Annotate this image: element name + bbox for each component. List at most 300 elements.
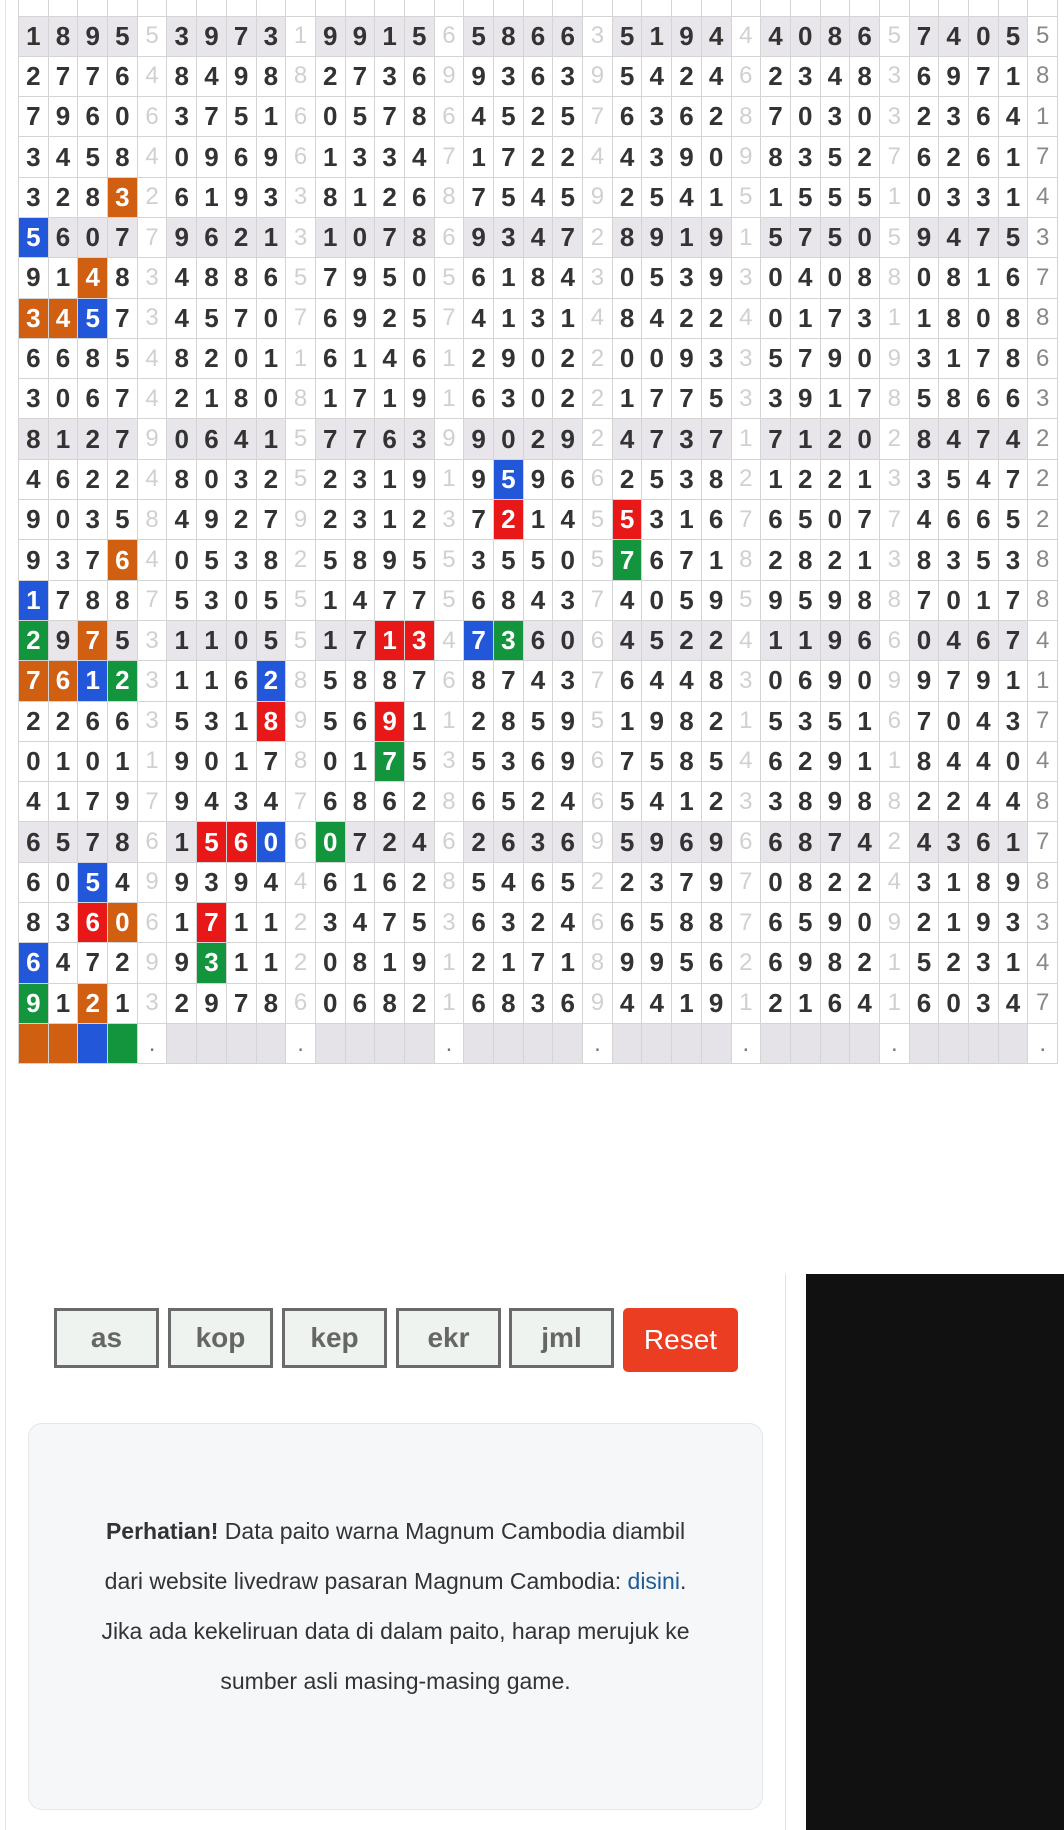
paito-digit-cell[interactable]: 2 bbox=[404, 862, 434, 902]
paito-digit-cell[interactable]: 6 bbox=[642, 540, 672, 580]
paito-digit-cell[interactable]: 6 bbox=[345, 701, 375, 741]
paito-digit-cell[interactable]: 1 bbox=[672, 217, 702, 257]
paito-blank-cell[interactable] bbox=[998, 1023, 1028, 1063]
paito-digit-cell[interactable]: 5 bbox=[315, 540, 345, 580]
paito-digit-cell[interactable]: 4 bbox=[672, 661, 702, 701]
paito-digit-cell[interactable]: 2 bbox=[850, 137, 880, 177]
paito-digit-cell[interactable]: 0 bbox=[256, 379, 286, 419]
paito-digit-cell[interactable]: 1 bbox=[345, 862, 375, 902]
paito-digit-cell[interactable]: 7 bbox=[998, 459, 1028, 499]
paito-digit-cell[interactable]: 4 bbox=[48, 137, 78, 177]
paito-digit-cell[interactable]: 4 bbox=[612, 983, 642, 1023]
paito-digit-cell[interactable]: 8 bbox=[494, 16, 524, 56]
paito-digit-cell[interactable]: 4 bbox=[998, 983, 1028, 1023]
paito-digit-cell[interactable]: 5 bbox=[494, 540, 524, 580]
paito-digit-cell[interactable]: 2 bbox=[78, 419, 108, 459]
paito-digit-cell[interactable]: 3 bbox=[48, 903, 78, 943]
paito-digit-cell[interactable]: 7 bbox=[612, 540, 642, 580]
paito-digit-cell[interactable]: 0 bbox=[969, 298, 999, 338]
paito-digit-cell[interactable]: 1 bbox=[226, 903, 256, 943]
paito-digit-cell[interactable]: 9 bbox=[108, 782, 138, 822]
paito-digit-cell[interactable]: 7 bbox=[494, 661, 524, 701]
paito-digit-cell[interactable]: 1 bbox=[48, 258, 78, 298]
paito-digit-cell[interactable]: 7 bbox=[761, 419, 791, 459]
paito-digit-cell[interactable]: 3 bbox=[642, 862, 672, 902]
paito-digit-cell[interactable]: 3 bbox=[226, 459, 256, 499]
paito-digit-cell[interactable]: 3 bbox=[939, 97, 969, 137]
paito-digit-cell[interactable]: 8 bbox=[612, 217, 642, 257]
paito-digit-cell[interactable]: 5 bbox=[315, 661, 345, 701]
paito-digit-cell[interactable]: 2 bbox=[78, 459, 108, 499]
paito-blank-cell[interactable] bbox=[761, 0, 791, 16]
paito-digit-cell[interactable]: 7 bbox=[998, 580, 1028, 620]
paito-digit-cell[interactable]: 1 bbox=[761, 177, 791, 217]
paito-digit-cell[interactable]: 0 bbox=[256, 298, 286, 338]
paito-blank-cell[interactable] bbox=[315, 1023, 345, 1063]
paito-blank-cell[interactable] bbox=[494, 0, 524, 16]
paito-digit-cell[interactable]: 3 bbox=[197, 862, 227, 902]
paito-digit-cell[interactable]: 2 bbox=[523, 419, 553, 459]
paito-digit-cell[interactable]: 2 bbox=[850, 943, 880, 983]
paito-digit-cell[interactable]: 7 bbox=[969, 217, 999, 257]
paito-digit-cell[interactable]: 5 bbox=[761, 217, 791, 257]
paito-digit-cell[interactable]: 1 bbox=[375, 459, 405, 499]
paito-digit-cell[interactable]: 4 bbox=[523, 661, 553, 701]
paito-digit-cell[interactable]: 9 bbox=[701, 217, 731, 257]
paito-digit-cell[interactable]: 0 bbox=[256, 822, 286, 862]
paito-digit-cell[interactable]: 8 bbox=[345, 782, 375, 822]
paito-digit-cell[interactable]: 0 bbox=[48, 862, 78, 902]
paito-digit-cell[interactable]: 4 bbox=[167, 500, 197, 540]
paito-digit-cell[interactable]: 5 bbox=[523, 701, 553, 741]
paito-digit-cell[interactable]: 2 bbox=[404, 500, 434, 540]
paito-digit-cell[interactable]: 7 bbox=[256, 741, 286, 781]
paito-digit-cell[interactable]: 8 bbox=[850, 56, 880, 96]
paito-digit-cell[interactable]: 2 bbox=[672, 298, 702, 338]
paito-digit-cell[interactable]: 5 bbox=[672, 943, 702, 983]
paito-blank-cell[interactable] bbox=[494, 1023, 524, 1063]
paito-digit-cell[interactable]: 5 bbox=[612, 782, 642, 822]
paito-digit-cell[interactable]: 7 bbox=[612, 741, 642, 781]
paito-digit-cell[interactable]: 0 bbox=[553, 540, 583, 580]
paito-digit-cell[interactable]: 6 bbox=[404, 338, 434, 378]
paito-digit-cell[interactable]: 4 bbox=[48, 943, 78, 983]
paito-digit-cell[interactable]: 3 bbox=[167, 16, 197, 56]
paito-digit-cell[interactable]: 5 bbox=[820, 217, 850, 257]
paito-digit-cell[interactable]: 3 bbox=[909, 459, 939, 499]
paito-digit-cell[interactable]: 4 bbox=[850, 983, 880, 1023]
paito-digit-cell[interactable]: 1 bbox=[523, 500, 553, 540]
paito-blank-cell[interactable] bbox=[78, 0, 108, 16]
paito-digit-cell[interactable]: 8 bbox=[701, 903, 731, 943]
paito-digit-cell[interactable]: 2 bbox=[464, 822, 494, 862]
paito-digit-cell[interactable]: 7 bbox=[909, 701, 939, 741]
paito-blank-cell[interactable] bbox=[969, 1023, 999, 1063]
paito-digit-cell[interactable]: 3 bbox=[375, 137, 405, 177]
paito-digit-cell[interactable]: 1 bbox=[998, 822, 1028, 862]
paito-digit-cell[interactable]: 1 bbox=[48, 782, 78, 822]
paito-digit-cell[interactable]: 3 bbox=[494, 903, 524, 943]
paito-digit-cell[interactable]: 9 bbox=[404, 943, 434, 983]
paito-digit-cell[interactable]: 6 bbox=[48, 217, 78, 257]
paito-digit-cell[interactable]: 5 bbox=[612, 500, 642, 540]
paito-digit-cell[interactable]: 1 bbox=[19, 16, 49, 56]
paito-digit-cell[interactable]: 8 bbox=[167, 56, 197, 96]
paito-digit-cell[interactable]: 5 bbox=[494, 782, 524, 822]
paito-digit-cell[interactable]: 4 bbox=[345, 580, 375, 620]
paito-digit-cell[interactable]: 9 bbox=[820, 580, 850, 620]
paito-digit-cell[interactable]: 2 bbox=[167, 983, 197, 1023]
paito-digit-cell[interactable]: 8 bbox=[108, 137, 138, 177]
paito-digit-cell[interactable]: 2 bbox=[78, 983, 108, 1023]
paito-digit-cell[interactable]: 1 bbox=[256, 903, 286, 943]
paito-digit-cell[interactable]: 4 bbox=[701, 16, 731, 56]
paito-digit-cell[interactable]: 6 bbox=[108, 701, 138, 741]
paito-digit-cell[interactable]: 0 bbox=[939, 580, 969, 620]
paito-digit-cell[interactable]: 1 bbox=[375, 16, 405, 56]
paito-digit-cell[interactable]: 8 bbox=[612, 298, 642, 338]
paito-digit-cell[interactable]: 2 bbox=[108, 943, 138, 983]
paito-digit-cell[interactable]: 3 bbox=[523, 822, 553, 862]
paito-digit-cell[interactable]: 0 bbox=[167, 137, 197, 177]
paito-blank-cell[interactable] bbox=[850, 1023, 880, 1063]
paito-digit-cell[interactable]: 2 bbox=[404, 782, 434, 822]
paito-digit-cell[interactable]: 3 bbox=[19, 137, 49, 177]
paito-digit-cell[interactable]: 1 bbox=[256, 419, 286, 459]
paito-blank-cell[interactable] bbox=[197, 0, 227, 16]
paito-digit-cell[interactable]: 4 bbox=[642, 56, 672, 96]
paito-digit-cell[interactable]: 0 bbox=[167, 419, 197, 459]
paito-digit-cell[interactable]: 5 bbox=[553, 177, 583, 217]
paito-digit-cell[interactable]: 4 bbox=[19, 459, 49, 499]
paito-digit-cell[interactable]: 4 bbox=[48, 298, 78, 338]
paito-blank-cell[interactable] bbox=[464, 0, 494, 16]
paito-digit-cell[interactable]: 1 bbox=[48, 983, 78, 1023]
paito-digit-cell[interactable]: 0 bbox=[820, 500, 850, 540]
paito-digit-cell[interactable]: 4 bbox=[909, 822, 939, 862]
paito-blank-cell[interactable] bbox=[701, 1023, 731, 1063]
paito-digit-cell[interactable]: 0 bbox=[850, 903, 880, 943]
paito-digit-cell[interactable]: 6 bbox=[672, 97, 702, 137]
paito-digit-cell[interactable]: 9 bbox=[761, 580, 791, 620]
paito-digit-cell[interactable]: 4 bbox=[642, 298, 672, 338]
paito-digit-cell[interactable]: 4 bbox=[78, 258, 108, 298]
paito-digit-cell[interactable]: 4 bbox=[612, 137, 642, 177]
paito-digit-cell[interactable]: 3 bbox=[226, 540, 256, 580]
paito-digit-cell[interactable]: 6 bbox=[523, 862, 553, 902]
paito-digit-cell[interactable]: 6 bbox=[701, 500, 731, 540]
paito-digit-cell[interactable]: 6 bbox=[464, 983, 494, 1023]
paito-digit-cell[interactable]: 7 bbox=[464, 177, 494, 217]
paito-blank-cell[interactable] bbox=[850, 0, 880, 16]
paito-digit-cell[interactable]: 1 bbox=[998, 56, 1028, 96]
paito-digit-cell[interactable]: 2 bbox=[19, 56, 49, 96]
paito-digit-cell[interactable]: 5 bbox=[19, 217, 49, 257]
paito-digit-cell[interactable]: 2 bbox=[701, 97, 731, 137]
paito-digit-cell[interactable]: 3 bbox=[790, 137, 820, 177]
paito-digit-cell[interactable]: 2 bbox=[375, 177, 405, 217]
paito-digit-cell[interactable]: 8 bbox=[256, 983, 286, 1023]
paito-blank-cell[interactable] bbox=[523, 1023, 553, 1063]
paito-digit-cell[interactable]: 8 bbox=[939, 298, 969, 338]
paito-digit-cell[interactable]: 1 bbox=[850, 459, 880, 499]
paito-digit-cell[interactable]: 4 bbox=[464, 97, 494, 137]
paito-digit-cell[interactable]: 7 bbox=[790, 217, 820, 257]
paito-digit-cell[interactable]: 4 bbox=[553, 258, 583, 298]
paito-digit-cell[interactable]: 5 bbox=[553, 862, 583, 902]
paito-blank-cell[interactable] bbox=[226, 1023, 256, 1063]
paito-digit-cell[interactable]: 8 bbox=[19, 419, 49, 459]
paito-digit-cell[interactable]: 8 bbox=[494, 701, 524, 741]
paito-blank-cell[interactable] bbox=[672, 0, 702, 16]
paito-digit-cell[interactable]: 7 bbox=[998, 620, 1028, 660]
paito-digit-cell[interactable]: 9 bbox=[464, 419, 494, 459]
paito-digit-cell[interactable]: 9 bbox=[78, 16, 108, 56]
paito-digit-cell[interactable]: 5 bbox=[404, 903, 434, 943]
paito-digit-cell[interactable]: 4 bbox=[494, 862, 524, 902]
paito-digit-cell[interactable]: 5 bbox=[642, 177, 672, 217]
paito-digit-cell[interactable]: 7 bbox=[909, 16, 939, 56]
paito-digit-cell[interactable]: 5 bbox=[909, 379, 939, 419]
paito-digit-cell[interactable]: 1 bbox=[790, 620, 820, 660]
paito-digit-cell[interactable]: 6 bbox=[464, 782, 494, 822]
paito-digit-cell[interactable]: 1 bbox=[315, 379, 345, 419]
paito-digit-cell[interactable]: 2 bbox=[226, 217, 256, 257]
paito-digit-cell[interactable]: 7 bbox=[672, 540, 702, 580]
paito-digit-cell[interactable]: 7 bbox=[48, 56, 78, 96]
paito-digit-cell[interactable]: 0 bbox=[523, 379, 553, 419]
paito-blank-cell[interactable] bbox=[969, 0, 999, 16]
paito-digit-cell[interactable]: 5 bbox=[672, 580, 702, 620]
paito-digit-cell[interactable]: 2 bbox=[909, 903, 939, 943]
paito-digit-cell[interactable]: 8 bbox=[909, 419, 939, 459]
paito-digit-cell[interactable]: 3 bbox=[197, 701, 227, 741]
paito-digit-cell[interactable]: 1 bbox=[375, 943, 405, 983]
paito-digit-cell[interactable]: 9 bbox=[553, 701, 583, 741]
paito-digit-cell[interactable]: 6 bbox=[761, 741, 791, 781]
paito-digit-cell[interactable]: 9 bbox=[553, 741, 583, 781]
paito-digit-cell[interactable]: 6 bbox=[167, 177, 197, 217]
paito-digit-cell[interactable]: 9 bbox=[909, 661, 939, 701]
paito-digit-cell[interactable]: 4 bbox=[197, 56, 227, 96]
paito-digit-cell[interactable]: 5 bbox=[375, 258, 405, 298]
paito-digit-cell[interactable]: 0 bbox=[226, 580, 256, 620]
paito-digit-cell[interactable]: 6 bbox=[612, 661, 642, 701]
paito-digit-cell[interactable]: 1 bbox=[790, 298, 820, 338]
paito-digit-cell[interactable]: 4 bbox=[820, 56, 850, 96]
paito-digit-cell[interactable]: 6 bbox=[761, 903, 791, 943]
paito-digit-cell[interactable]: 9 bbox=[48, 620, 78, 660]
paito-digit-cell[interactable]: 2 bbox=[404, 983, 434, 1023]
paito-digit-cell[interactable]: 9 bbox=[701, 822, 731, 862]
paito-digit-cell[interactable]: 0 bbox=[226, 338, 256, 378]
paito-digit-cell[interactable]: 7 bbox=[969, 338, 999, 378]
paito-digit-cell[interactable]: 9 bbox=[375, 701, 405, 741]
paito-digit-cell[interactable]: 5 bbox=[642, 258, 672, 298]
paito-digit-cell[interactable]: 6 bbox=[790, 661, 820, 701]
paito-digit-cell[interactable]: 2 bbox=[820, 459, 850, 499]
paito-digit-cell[interactable]: 9 bbox=[226, 177, 256, 217]
paito-digit-cell[interactable]: 1 bbox=[256, 943, 286, 983]
paito-digit-cell[interactable]: 2 bbox=[701, 782, 731, 822]
paito-digit-cell[interactable]: 5 bbox=[642, 741, 672, 781]
paito-digit-cell[interactable]: 4 bbox=[19, 782, 49, 822]
paito-digit-cell[interactable]: 7 bbox=[197, 97, 227, 137]
paito-digit-cell[interactable]: 3 bbox=[998, 701, 1028, 741]
paito-digit-cell[interactable]: 7 bbox=[19, 661, 49, 701]
paito-digit-cell[interactable]: 0 bbox=[850, 338, 880, 378]
paito-digit-cell[interactable]: 7 bbox=[78, 56, 108, 96]
paito-digit-cell[interactable]: 6 bbox=[19, 943, 49, 983]
paito-digit-cell[interactable]: 7 bbox=[315, 419, 345, 459]
paito-digit-cell[interactable]: 5 bbox=[197, 822, 227, 862]
paito-digit-cell[interactable]: 8 bbox=[850, 580, 880, 620]
paito-digit-cell[interactable]: 1 bbox=[108, 983, 138, 1023]
paito-digit-cell[interactable]: 7 bbox=[672, 862, 702, 902]
paito-blank-cell[interactable] bbox=[78, 1023, 108, 1063]
paito-digit-cell[interactable]: 2 bbox=[939, 943, 969, 983]
paito-digit-cell[interactable]: 6 bbox=[969, 822, 999, 862]
paito-digit-cell[interactable]: 9 bbox=[197, 16, 227, 56]
paito-digit-cell[interactable]: 8 bbox=[197, 258, 227, 298]
paito-digit-cell[interactable]: 0 bbox=[612, 338, 642, 378]
paito-digit-cell[interactable]: 2 bbox=[612, 177, 642, 217]
paito-digit-cell[interactable]: 0 bbox=[761, 298, 791, 338]
paito-digit-cell[interactable]: 9 bbox=[345, 298, 375, 338]
paito-blank-cell[interactable] bbox=[404, 1023, 434, 1063]
paito-digit-cell[interactable]: 3 bbox=[19, 298, 49, 338]
paito-blank-cell[interactable] bbox=[167, 0, 197, 16]
paito-digit-cell[interactable]: 6 bbox=[256, 258, 286, 298]
paito-blank-cell[interactable] bbox=[375, 1023, 405, 1063]
paito-digit-cell[interactable]: 5 bbox=[701, 379, 731, 419]
paito-digit-cell[interactable]: 8 bbox=[345, 540, 375, 580]
paito-digit-cell[interactable]: 6 bbox=[404, 56, 434, 96]
paito-digit-cell[interactable]: 8 bbox=[820, 16, 850, 56]
paito-digit-cell[interactable]: 7 bbox=[939, 661, 969, 701]
paito-digit-cell[interactable]: 6 bbox=[969, 97, 999, 137]
paito-digit-cell[interactable]: 1 bbox=[939, 338, 969, 378]
paito-digit-cell[interactable]: 8 bbox=[226, 258, 256, 298]
paito-digit-cell[interactable]: 2 bbox=[761, 983, 791, 1023]
paito-digit-cell[interactable]: 4 bbox=[612, 580, 642, 620]
paito-digit-cell[interactable]: 9 bbox=[494, 338, 524, 378]
paito-digit-cell[interactable]: 2 bbox=[850, 862, 880, 902]
paito-digit-cell[interactable]: 0 bbox=[642, 338, 672, 378]
paito-digit-cell[interactable]: 3 bbox=[167, 97, 197, 137]
paito-digit-cell[interactable]: 4 bbox=[167, 258, 197, 298]
paito-digit-cell[interactable]: 9 bbox=[642, 943, 672, 983]
paito-digit-cell[interactable]: 2 bbox=[701, 620, 731, 660]
paito-digit-cell[interactable]: 1 bbox=[48, 741, 78, 781]
paito-digit-cell[interactable]: 4 bbox=[404, 137, 434, 177]
paito-digit-cell[interactable]: 2 bbox=[464, 701, 494, 741]
paito-digit-cell[interactable]: 5 bbox=[701, 741, 731, 781]
paito-digit-cell[interactable]: 7 bbox=[375, 97, 405, 137]
paito-digit-cell[interactable]: 1 bbox=[108, 741, 138, 781]
paito-digit-cell[interactable]: 9 bbox=[226, 862, 256, 902]
paito-digit-cell[interactable]: 3 bbox=[969, 983, 999, 1023]
paito-digit-cell[interactable]: 1 bbox=[345, 741, 375, 781]
paito-blank-cell[interactable] bbox=[108, 1023, 138, 1063]
paito-digit-cell[interactable]: 1 bbox=[612, 379, 642, 419]
paito-digit-cell[interactable]: 5 bbox=[108, 500, 138, 540]
paito-digit-cell[interactable]: 2 bbox=[523, 137, 553, 177]
paito-digit-cell[interactable]: 1 bbox=[790, 419, 820, 459]
paito-digit-cell[interactable]: 6 bbox=[523, 620, 553, 660]
paito-blank-cell[interactable] bbox=[375, 0, 405, 16]
paito-digit-cell[interactable]: 5 bbox=[226, 97, 256, 137]
paito-digit-cell[interactable]: 6 bbox=[315, 782, 345, 822]
paito-digit-cell[interactable]: 5 bbox=[790, 903, 820, 943]
paito-digit-cell[interactable]: 9 bbox=[820, 620, 850, 660]
kop-button[interactable]: kop bbox=[168, 1308, 273, 1368]
paito-digit-cell[interactable]: 4 bbox=[464, 298, 494, 338]
paito-digit-cell[interactable]: 0 bbox=[19, 741, 49, 781]
paito-blank-cell[interactable] bbox=[790, 1023, 820, 1063]
paito-digit-cell[interactable]: 7 bbox=[345, 56, 375, 96]
paito-digit-cell[interactable]: 5 bbox=[642, 459, 672, 499]
paito-digit-cell[interactable]: 8 bbox=[672, 903, 702, 943]
paito-digit-cell[interactable]: 6 bbox=[850, 16, 880, 56]
paito-digit-cell[interactable]: 3 bbox=[939, 540, 969, 580]
paito-digit-cell[interactable]: 8 bbox=[672, 741, 702, 781]
paito-digit-cell[interactable]: 1 bbox=[256, 97, 286, 137]
paito-digit-cell[interactable]: 2 bbox=[672, 56, 702, 96]
paito-digit-cell[interactable]: 6 bbox=[523, 16, 553, 56]
paito-digit-cell[interactable]: 2 bbox=[701, 298, 731, 338]
paito-digit-cell[interactable]: 0 bbox=[790, 97, 820, 137]
paito-digit-cell[interactable]: 6 bbox=[761, 500, 791, 540]
paito-digit-cell[interactable]: 9 bbox=[167, 862, 197, 902]
paito-digit-cell[interactable]: 0 bbox=[48, 379, 78, 419]
paito-blank-cell[interactable] bbox=[642, 0, 672, 16]
paito-digit-cell[interactable]: 0 bbox=[909, 177, 939, 217]
paito-blank-cell[interactable] bbox=[909, 1023, 939, 1063]
paito-digit-cell[interactable]: 1 bbox=[197, 379, 227, 419]
paito-digit-cell[interactable]: 8 bbox=[315, 177, 345, 217]
paito-digit-cell[interactable]: 3 bbox=[820, 97, 850, 137]
paito-digit-cell[interactable]: 6 bbox=[761, 943, 791, 983]
paito-digit-cell[interactable]: 8 bbox=[998, 338, 1028, 378]
paito-digit-cell[interactable]: 3 bbox=[939, 822, 969, 862]
paito-digit-cell[interactable]: 9 bbox=[612, 943, 642, 983]
paito-digit-cell[interactable]: 6 bbox=[19, 862, 49, 902]
paito-digit-cell[interactable]: 3 bbox=[761, 379, 791, 419]
paito-digit-cell[interactable]: 1 bbox=[197, 177, 227, 217]
paito-digit-cell[interactable]: 3 bbox=[672, 258, 702, 298]
paito-digit-cell[interactable]: 8 bbox=[464, 661, 494, 701]
paito-digit-cell[interactable]: 7 bbox=[197, 903, 227, 943]
paito-digit-cell[interactable]: 6 bbox=[345, 983, 375, 1023]
paito-digit-cell[interactable]: 2 bbox=[553, 379, 583, 419]
paito-digit-cell[interactable]: 9 bbox=[404, 379, 434, 419]
paito-digit-cell[interactable]: 6 bbox=[850, 620, 880, 660]
paito-digit-cell[interactable]: 1 bbox=[78, 661, 108, 701]
paito-blank-cell[interactable] bbox=[820, 0, 850, 16]
paito-digit-cell[interactable]: 7 bbox=[553, 217, 583, 257]
paito-digit-cell[interactable]: 6 bbox=[78, 701, 108, 741]
paito-digit-cell[interactable]: 4 bbox=[701, 56, 731, 96]
paito-digit-cell[interactable]: 6 bbox=[612, 903, 642, 943]
paito-digit-cell[interactable]: 9 bbox=[820, 782, 850, 822]
paito-digit-cell[interactable]: 0 bbox=[404, 258, 434, 298]
paito-digit-cell[interactable]: 6 bbox=[315, 298, 345, 338]
paito-digit-cell[interactable]: 1 bbox=[167, 661, 197, 701]
paito-digit-cell[interactable]: 8 bbox=[494, 580, 524, 620]
paito-digit-cell[interactable]: 6 bbox=[969, 379, 999, 419]
paito-digit-cell[interactable]: 8 bbox=[790, 782, 820, 822]
